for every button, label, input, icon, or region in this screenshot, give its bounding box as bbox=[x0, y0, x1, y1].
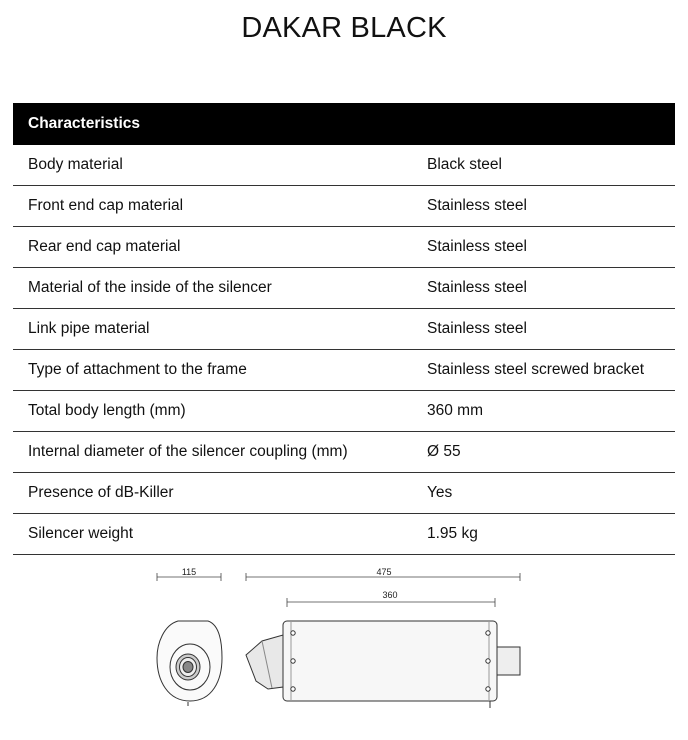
dim-total-length-label: 475 bbox=[376, 567, 392, 577]
table-row bbox=[13, 391, 675, 432]
row-label: Type of attachment to the frame bbox=[28, 361, 247, 378]
row-label: Presence of dB-Killer bbox=[28, 484, 174, 501]
row-label: Silencer weight bbox=[28, 525, 134, 542]
table-row bbox=[13, 350, 675, 391]
table-row bbox=[13, 186, 675, 227]
row-label: Body material bbox=[28, 156, 123, 173]
characteristics-table bbox=[13, 103, 675, 555]
row-label: Total body length (mm) bbox=[28, 402, 186, 419]
row-value: Stainless steel bbox=[427, 279, 527, 296]
table-row bbox=[13, 309, 675, 350]
silencer-technical-drawing bbox=[150, 563, 530, 723]
dim-body-length-label: 360 bbox=[382, 590, 398, 600]
table-row bbox=[13, 473, 675, 514]
row-value: Stainless steel bbox=[427, 197, 527, 214]
row-label: Link pipe material bbox=[28, 320, 150, 337]
table-header: Characteristics bbox=[13, 103, 675, 145]
table-row bbox=[13, 145, 675, 186]
table-row bbox=[13, 514, 675, 555]
silencer-end-view bbox=[157, 621, 222, 706]
row-value: Black steel bbox=[427, 156, 502, 173]
silencer-side-view bbox=[246, 621, 520, 708]
row-label: Material of the inside of the silencer bbox=[28, 279, 272, 296]
table-row bbox=[13, 227, 675, 268]
table-row bbox=[13, 432, 675, 473]
row-label: Rear end cap material bbox=[28, 238, 181, 255]
row-value: Ø 55 bbox=[427, 443, 461, 460]
row-value: Yes bbox=[427, 484, 453, 501]
row-value: 360 mm bbox=[427, 402, 483, 419]
row-value: Stainless steel screwed bracket bbox=[427, 361, 645, 378]
row-value: 1.95 kg bbox=[427, 525, 478, 542]
table-row bbox=[13, 268, 675, 309]
page-title: DAKAR BLACK bbox=[241, 12, 447, 44]
dim-width-label: 115 bbox=[181, 567, 197, 577]
row-value: Stainless steel bbox=[427, 320, 527, 337]
row-label: Front end cap material bbox=[28, 197, 184, 214]
row-value: Stainless steel bbox=[427, 238, 527, 255]
row-label: Internal diameter of the silencer coupling (mm) bbox=[28, 443, 348, 460]
